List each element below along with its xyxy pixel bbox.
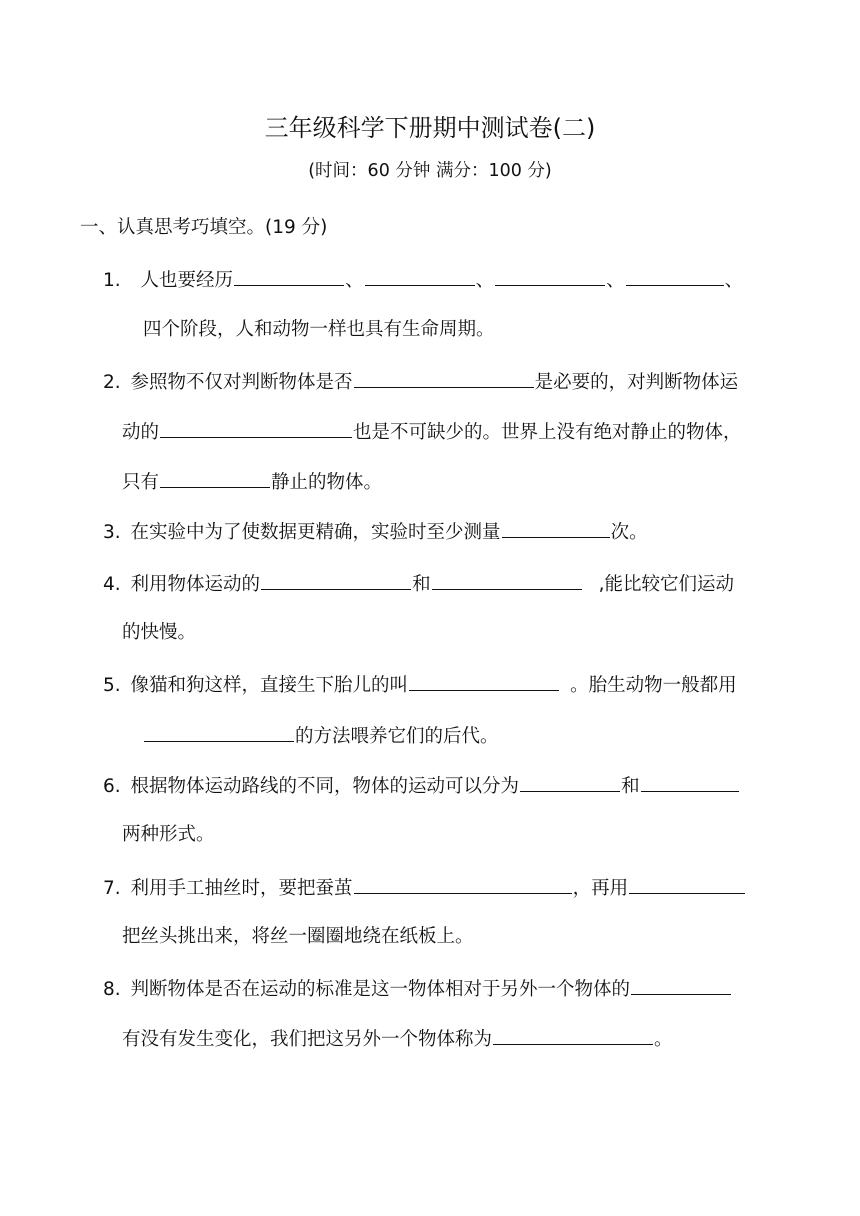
question-text: 只有 xyxy=(122,472,160,493)
question-text: 是必要的，对判断物体运 xyxy=(534,372,739,393)
question-text: 和 xyxy=(621,776,640,797)
separator: 、 xyxy=(475,270,495,291)
question-text: 利用物体运动的 xyxy=(130,574,261,595)
question-text: 在实验中为了使数据更精确，实验时至少测量 xyxy=(130,522,501,543)
answer-blank[interactable] xyxy=(641,772,739,792)
answer-blank[interactable] xyxy=(261,570,411,590)
answer-blank[interactable] xyxy=(626,266,724,286)
question-number: 6. xyxy=(103,776,121,797)
question-number: 4. xyxy=(103,574,121,595)
question-1-line-1 xyxy=(103,266,743,294)
question-number: 5. xyxy=(103,675,121,696)
answer-blank[interactable] xyxy=(502,518,610,538)
answer-blank[interactable] xyxy=(495,266,605,286)
answer-blank[interactable] xyxy=(432,570,582,590)
answer-blank[interactable] xyxy=(365,266,475,286)
question-text: 人也要经历 xyxy=(140,270,234,291)
question-text: 利用手工抽丝时，要把蚕茧 xyxy=(130,878,353,899)
separator: 、 xyxy=(724,270,744,291)
question-text: ,能比较它们运动 xyxy=(598,574,734,595)
separator: 、 xyxy=(345,270,364,291)
question-2-line-1 xyxy=(103,368,738,396)
question-text: 次。 xyxy=(610,522,648,543)
question-text: 动的 xyxy=(122,422,160,443)
question-text: 静止的物体。 xyxy=(271,472,383,493)
question-5-line-1 xyxy=(103,671,737,699)
question-number: 3. xyxy=(103,522,121,543)
question-text: 像猫和狗这样，直接生下胎儿的叫 xyxy=(130,675,409,696)
answer-blank[interactable] xyxy=(160,468,270,488)
question-4-line-1 xyxy=(103,570,734,598)
question-text: 判断物体是否在运动的标准是这一物体相对于另外一个物体的 xyxy=(130,979,631,1000)
answer-blank[interactable] xyxy=(520,772,620,792)
question-text: 和 xyxy=(412,574,431,595)
answer-blank[interactable] xyxy=(160,418,352,438)
section-heading: 一、认真思考巧填空。(19 分) xyxy=(80,217,328,238)
question-2-line-2 xyxy=(122,418,742,446)
question-8-line-1 xyxy=(103,975,732,1003)
question-text: 。胎生动物一般都用 xyxy=(570,675,737,696)
answer-blank[interactable] xyxy=(409,671,559,691)
question-text: 根据物体运动路线的不同，物体的运动可以分为 xyxy=(130,776,520,797)
answer-blank[interactable] xyxy=(629,874,745,894)
question-2-line-3 xyxy=(122,468,382,496)
question-7-line-1 xyxy=(103,874,746,902)
question-text: 也是不可缺少的。世界上没有绝对静止的物体， xyxy=(353,422,742,443)
answer-blank[interactable] xyxy=(354,368,534,388)
question-text: ，再用 xyxy=(572,878,629,899)
question-6-line-2: 两种形式。 xyxy=(122,824,215,845)
answer-blank[interactable] xyxy=(354,874,572,894)
question-number: 2. xyxy=(103,372,121,393)
page-title: 三年级科学下册期中测试卷(二) xyxy=(264,114,596,142)
answer-blank[interactable] xyxy=(493,1025,653,1045)
separator: 、 xyxy=(606,270,625,291)
question-8-line-2 xyxy=(122,1025,673,1053)
question-text: 的方法喂养它们的后代。 xyxy=(295,726,499,747)
question-text: 有没有发生变化，我们把这另外一个物体称为 xyxy=(122,1029,493,1050)
question-number: 7. xyxy=(103,878,121,899)
question-4-line-2: 的快慢。 xyxy=(122,622,197,643)
question-1-line-2: 四个阶段，人和动物一样也具有生命周期。 xyxy=(143,319,495,340)
question-number: 1. xyxy=(103,270,121,291)
question-5-line-2 xyxy=(143,722,499,750)
question-number: 8. xyxy=(103,979,121,1000)
question-7-line-2: 把丝头挑出来，将丝一圈圈地绕在纸板上。 xyxy=(122,926,474,947)
exam-info: (时间：60 分钟 满分：100 分) xyxy=(308,161,552,181)
question-text: 参照物不仅对判断物体是否 xyxy=(130,372,353,393)
question-text: 。 xyxy=(654,1029,673,1050)
answer-blank[interactable] xyxy=(144,722,294,742)
question-3 xyxy=(103,518,648,546)
answer-blank[interactable] xyxy=(631,975,731,995)
answer-blank[interactable] xyxy=(234,266,344,286)
question-6-line-1 xyxy=(103,772,740,800)
